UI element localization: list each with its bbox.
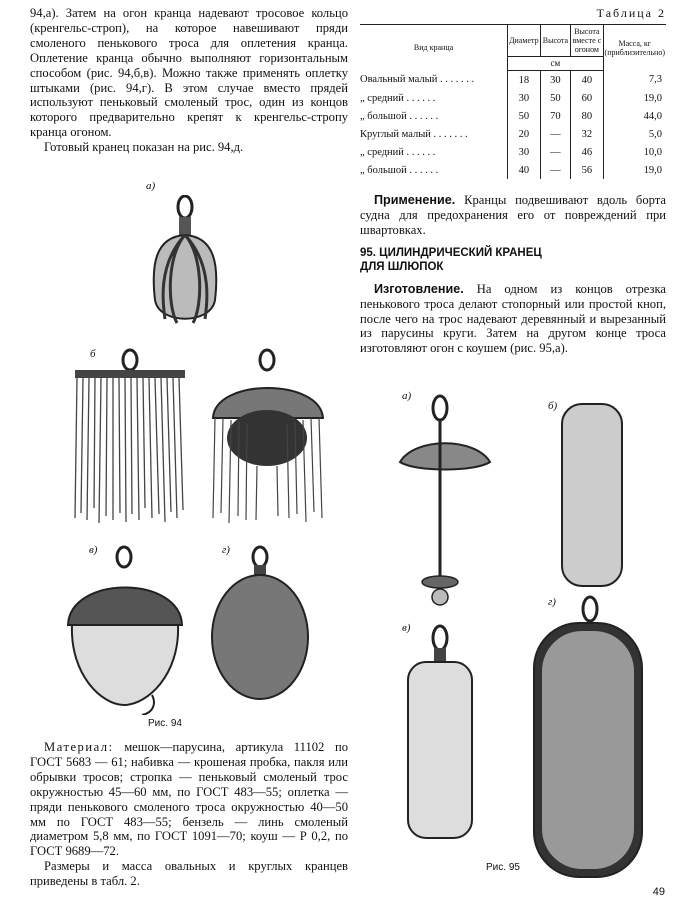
table-cell-h: 70	[540, 107, 571, 125]
fig95-a-rope-with-discs-illustration	[395, 392, 495, 612]
table-row	[360, 89, 666, 107]
table-cell-h: —	[540, 161, 571, 179]
paragraph-ready-fender: Готовый кранец показан на рис. 94,д.	[44, 140, 244, 155]
table-header-height-with-eye: Высота вместе с огоном	[571, 25, 603, 57]
table-cell-name: „ большой . . . . . .	[360, 164, 439, 176]
fig95-letter-b: б)	[548, 400, 558, 412]
table-cell-m: 5,0	[603, 125, 666, 143]
table-cell-d: 20	[508, 125, 541, 143]
fig94-caption: Рис. 94	[148, 718, 182, 729]
table-body	[360, 71, 666, 180]
table-row	[360, 71, 666, 90]
materials-text: мешок—парусина, артикула 11102 по ГОСТ 5683 — 61; набивка — крошеная пробка, пакля или обрывки тросов; стропка — пеньковый смоленый трос окружностью 45—60 мм, по ГОСТ 483—55; оплетка — пряди пенькового смоленого троса окружностью 40—50 мм по ГОСТ 483—55; бензель — линь смоленый диаметром 5,8 мм, по ГОСТ 1091—70; коуш — Р 0,2, по ГОСТ 9689—72.	[30, 740, 348, 859]
fig95-letter-g: г)	[548, 596, 556, 608]
table-cell-m: 44,0	[603, 107, 666, 125]
table-cell-d: 50	[508, 107, 541, 125]
table-cell-h: —	[540, 125, 571, 143]
left-column	[30, 6, 348, 155]
application-block	[360, 193, 666, 238]
materials-block	[30, 740, 348, 889]
fig95-v-stuffed-cylinder-illustration	[400, 622, 480, 842]
fig95-letter-v: в)	[402, 622, 411, 634]
fig95-caption: Рис. 95	[486, 862, 520, 873]
table-cell-h: —	[540, 143, 571, 161]
table-cell-m: 10,0	[603, 143, 666, 161]
page-number: 49	[652, 886, 665, 898]
table-cell-name: „ большой . . . . . .	[360, 110, 439, 122]
fig94-a-oval-fender-illustration	[145, 195, 225, 335]
table-unit: см	[508, 57, 603, 71]
table-cell-m: 19,0	[603, 89, 666, 107]
manufacture-text: На одном из концов отрезка пенькового троса делают стопорный или простой кноп, после чего на трос надевают деревянный и вырезанный из парусины круги. Затем на другом конце троса изготовляют огон с коушем (рис. 95,а).	[360, 281, 667, 356]
fender-sizes-table	[360, 24, 666, 179]
fig95-letter-a: а)	[402, 390, 412, 402]
table-cell-m: 7,3	[603, 71, 666, 90]
table-cell-ho: 46	[571, 143, 603, 161]
fig94-letter-b: б	[90, 348, 96, 360]
table-header-type: Вид кранца	[360, 25, 508, 71]
table-cell-ho: 40	[571, 71, 603, 90]
section-heading-line2: ДЛЯ ШЛЮПОК	[360, 260, 444, 273]
table-title: Таблица 2	[596, 6, 666, 20]
fig94-letter-d: г)	[222, 544, 230, 556]
table-row	[360, 161, 666, 179]
table-cell-name: Овальный малый . . . . . . .	[360, 74, 475, 86]
fig95-g-braided-cylinder-illustration	[528, 595, 648, 880]
right-column	[360, 6, 666, 356]
table-cell-d: 18	[508, 71, 541, 90]
table-cell-m: 19,0	[603, 161, 666, 179]
table-cell-h: 30	[540, 71, 571, 90]
fig94-letter-g: в)	[89, 544, 98, 556]
table-cell-name: Круглый малый . . . . . . .	[360, 128, 468, 140]
fig94-g-half-braided-illustration	[62, 545, 187, 715]
table-cell-h: 50	[540, 89, 571, 107]
materials-table-reference: Размеры и масса овальных и круглых кранцев приведены в табл. 2.	[30, 859, 348, 889]
application-lead: Применение.	[374, 193, 456, 207]
table-cell-d: 30	[508, 143, 541, 161]
fig94-b-strands-illustration	[65, 348, 195, 528]
fig94-letter-a: а)	[146, 180, 156, 192]
table-cell-d: 40	[508, 161, 541, 179]
section-heading-line1: 95. ЦИЛИНДРИЧЕСКИЙ КРАНЕЦ	[360, 246, 542, 259]
fig95-b-canvas-cylinder-illustration	[552, 400, 632, 590]
table-cell-ho: 80	[571, 107, 603, 125]
fig94-d-ready-fender-illustration	[205, 545, 315, 705]
table-cell-name: „ средний . . . . . .	[360, 146, 436, 158]
section-heading	[360, 246, 666, 274]
application-text: Кранцы подвешивают вдоль борта судна для предохранения его от повреждений при швартовках.	[360, 193, 666, 237]
table-cell-ho: 56	[571, 161, 603, 179]
materials-lead: Материал:	[44, 740, 114, 754]
table-row	[360, 125, 666, 143]
paragraph-continuation: 94,а). Затем на огон кранца надевают тросовое кольцо (кренгельс-строп), на которое навешивают пряди смоленого пенькового троса для оплетения кранца. Оплетение кранца обычно выполняют горизонтальным способом (рис. 94,б,в). Можно также применять оплетку штыками (рис. 94,г). В этом случае вместо прядей используют пеньковый смоленый трос, один из концов которого предварительно крепят к кренгельс-стропу кранца огоном.	[30, 6, 348, 140]
table-cell-d: 30	[508, 89, 541, 107]
table-row	[360, 107, 666, 125]
fig94-v-braiding-illustration	[205, 348, 330, 528]
manufacture-lead: Изготовление.	[374, 281, 464, 296]
table-header-mass: Масса, кг (приблизительно)	[603, 25, 666, 71]
table-header-diameter: Диаметр	[508, 25, 541, 57]
table-cell-name: „ средний . . . . . .	[360, 92, 436, 104]
table-cell-ho: 60	[571, 89, 603, 107]
table-cell-ho: 32	[571, 125, 603, 143]
table-row	[360, 143, 666, 161]
table-header-height: Высота	[540, 25, 571, 57]
